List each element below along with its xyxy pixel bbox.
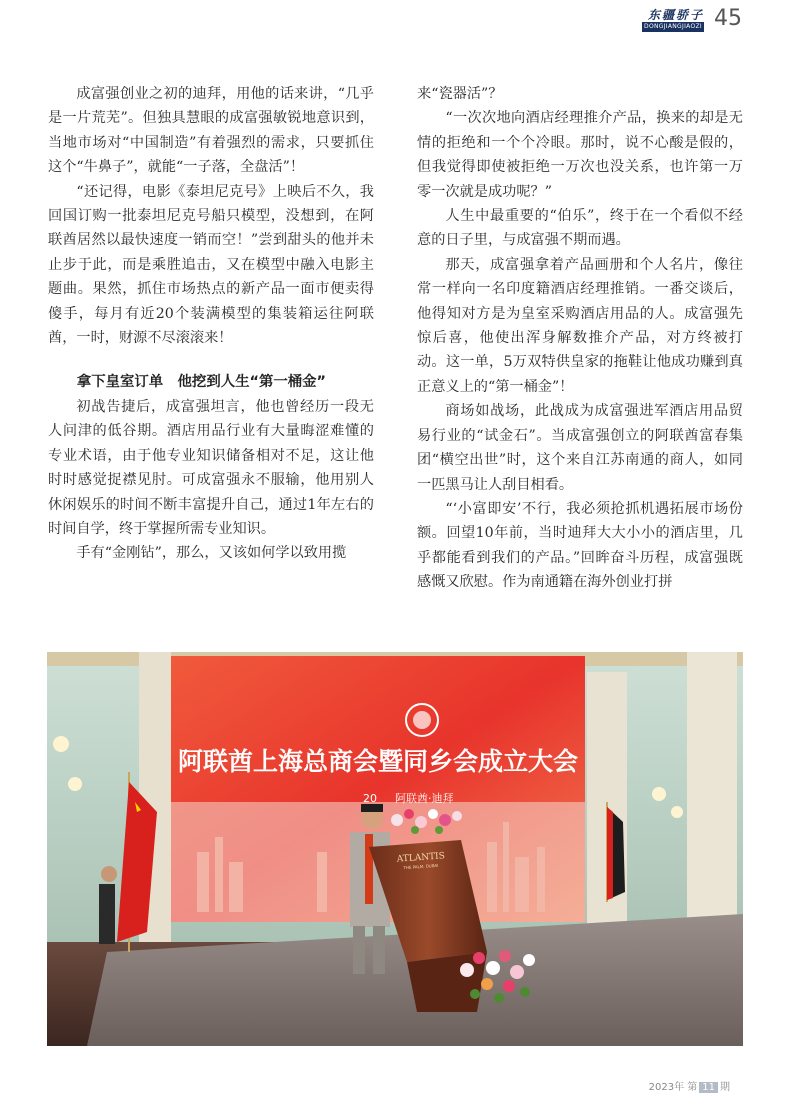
paragraph: 人生中最重要的“伯乐”，终于在一个看似不经意的日子里，与成富强不期而遇。 [417,208,743,249]
podium-subtext: THE PALM, DUBAI [403,862,439,871]
paragraph: 那天，成富强拿着产品画册和个人名片，像往常一样向一名印度籍酒店经理推销。一番交谈后，他得知对方是为皇室采购酒店用品的人。成富强先惊后喜，他使出浑身解数推介产品，对方终被打动。这一单，5万双特供皇家的拖鞋让他成功赚到真正意义上的“第一桶金”！ [417,256,743,395]
page-footer [649,1078,730,1093]
paragraph: “还记得，电影《泰坦尼克号》上映后不久，我回国订购一批泰坦尼克号船只模型，没想到，在阿联酋居然以最快速度一销而空！”尝到甜头的他并未止步于此，而是乘胜追击，又在模型中融入电影主题曲。果然，抓住市场热点的新产品一面市便卖得傻手，每月有近20个装满模型的集装箱运往阿联酋，一时，财源不尽滚滚来！ [48,183,374,347]
left-column [48,82,374,566]
paragraph: “‘小富即安’不行，我必须抢抓机遇拓展市场份额。回望10年前，当时迪拜大大小小的酒店里，几乎都能看到我们的产品。”回眸奋斗历程，成富强既感慨又欣慰。作为南通籍在海外创业打拼 [417,500,743,591]
magazine-name: 东疆骄子 [647,8,704,22]
paragraph: 商场如战场，此战成为成富强进军酒店用品贸易行业的“试金石”。当成富强创立的阿联酋富春集团“横空出世”时，这个来自江苏南通的商人，如同一匹黑马让人刮目相看。 [417,403,743,493]
event-photo [47,652,743,1046]
banner-place: 阿联酋·迪拜 [395,792,454,805]
banner-title: 阿联酋上海总商会暨同乡会成立大会 [177,747,579,776]
footer-di: 第 [687,1082,698,1093]
right-column [417,82,743,595]
paragraph: 成富强创业之初的迪拜，用他的话来讲，“几乎是一片荒芜”。但独具慧眼的成富强敏锐地意识到，当地市场对“中国制造”有着强烈的需求，只要抓住这个“牛鼻子”，就能“一子落，全盘活”！ [48,86,374,176]
event-photo-illustration [47,652,743,1046]
footer-year: 2023年 [648,1082,685,1093]
paragraph: “一次次地向酒店经理推介产品，换来的却是无情的拒绝和一个个冷眼。那时，说不心酸是假的，但我觉得即使被拒绝一万次也没关系，也许第一万零一次就是成功呢？” [417,110,743,200]
banner-year: 20 [363,792,377,805]
podium-brand: ATLANTIS [396,851,446,865]
paragraph: 来“瓷器活”？ [417,86,503,102]
magazine-pinyin-bar: DONGJIANGJIAOZI [642,22,704,32]
paragraph: 手有“金刚钻”，那么，又该如何学以致用揽 [76,545,347,562]
page-number: 45 [714,6,742,31]
section-heading: 拿下皇室订单 他挖到人生“第一桶金” [76,374,326,391]
footer-qi: 期 [720,1082,730,1093]
footer-issue-number: 11 [699,1082,718,1093]
paragraph: 初战告捷后，成富强坦言，他也曾经历一段无人问津的低谷期。酒店用品行业有大量晦涩难懂的专业术语，由于他专业知识储备相对不足，这让他时时感觉捉襟见肘。可成富强永不服输，他用别人休闲娱乐的时间不断丰富提升自己，通过1年左右的时间自学，终于掌握所需专业知识。 [48,398,374,537]
page-header [0,0,800,40]
